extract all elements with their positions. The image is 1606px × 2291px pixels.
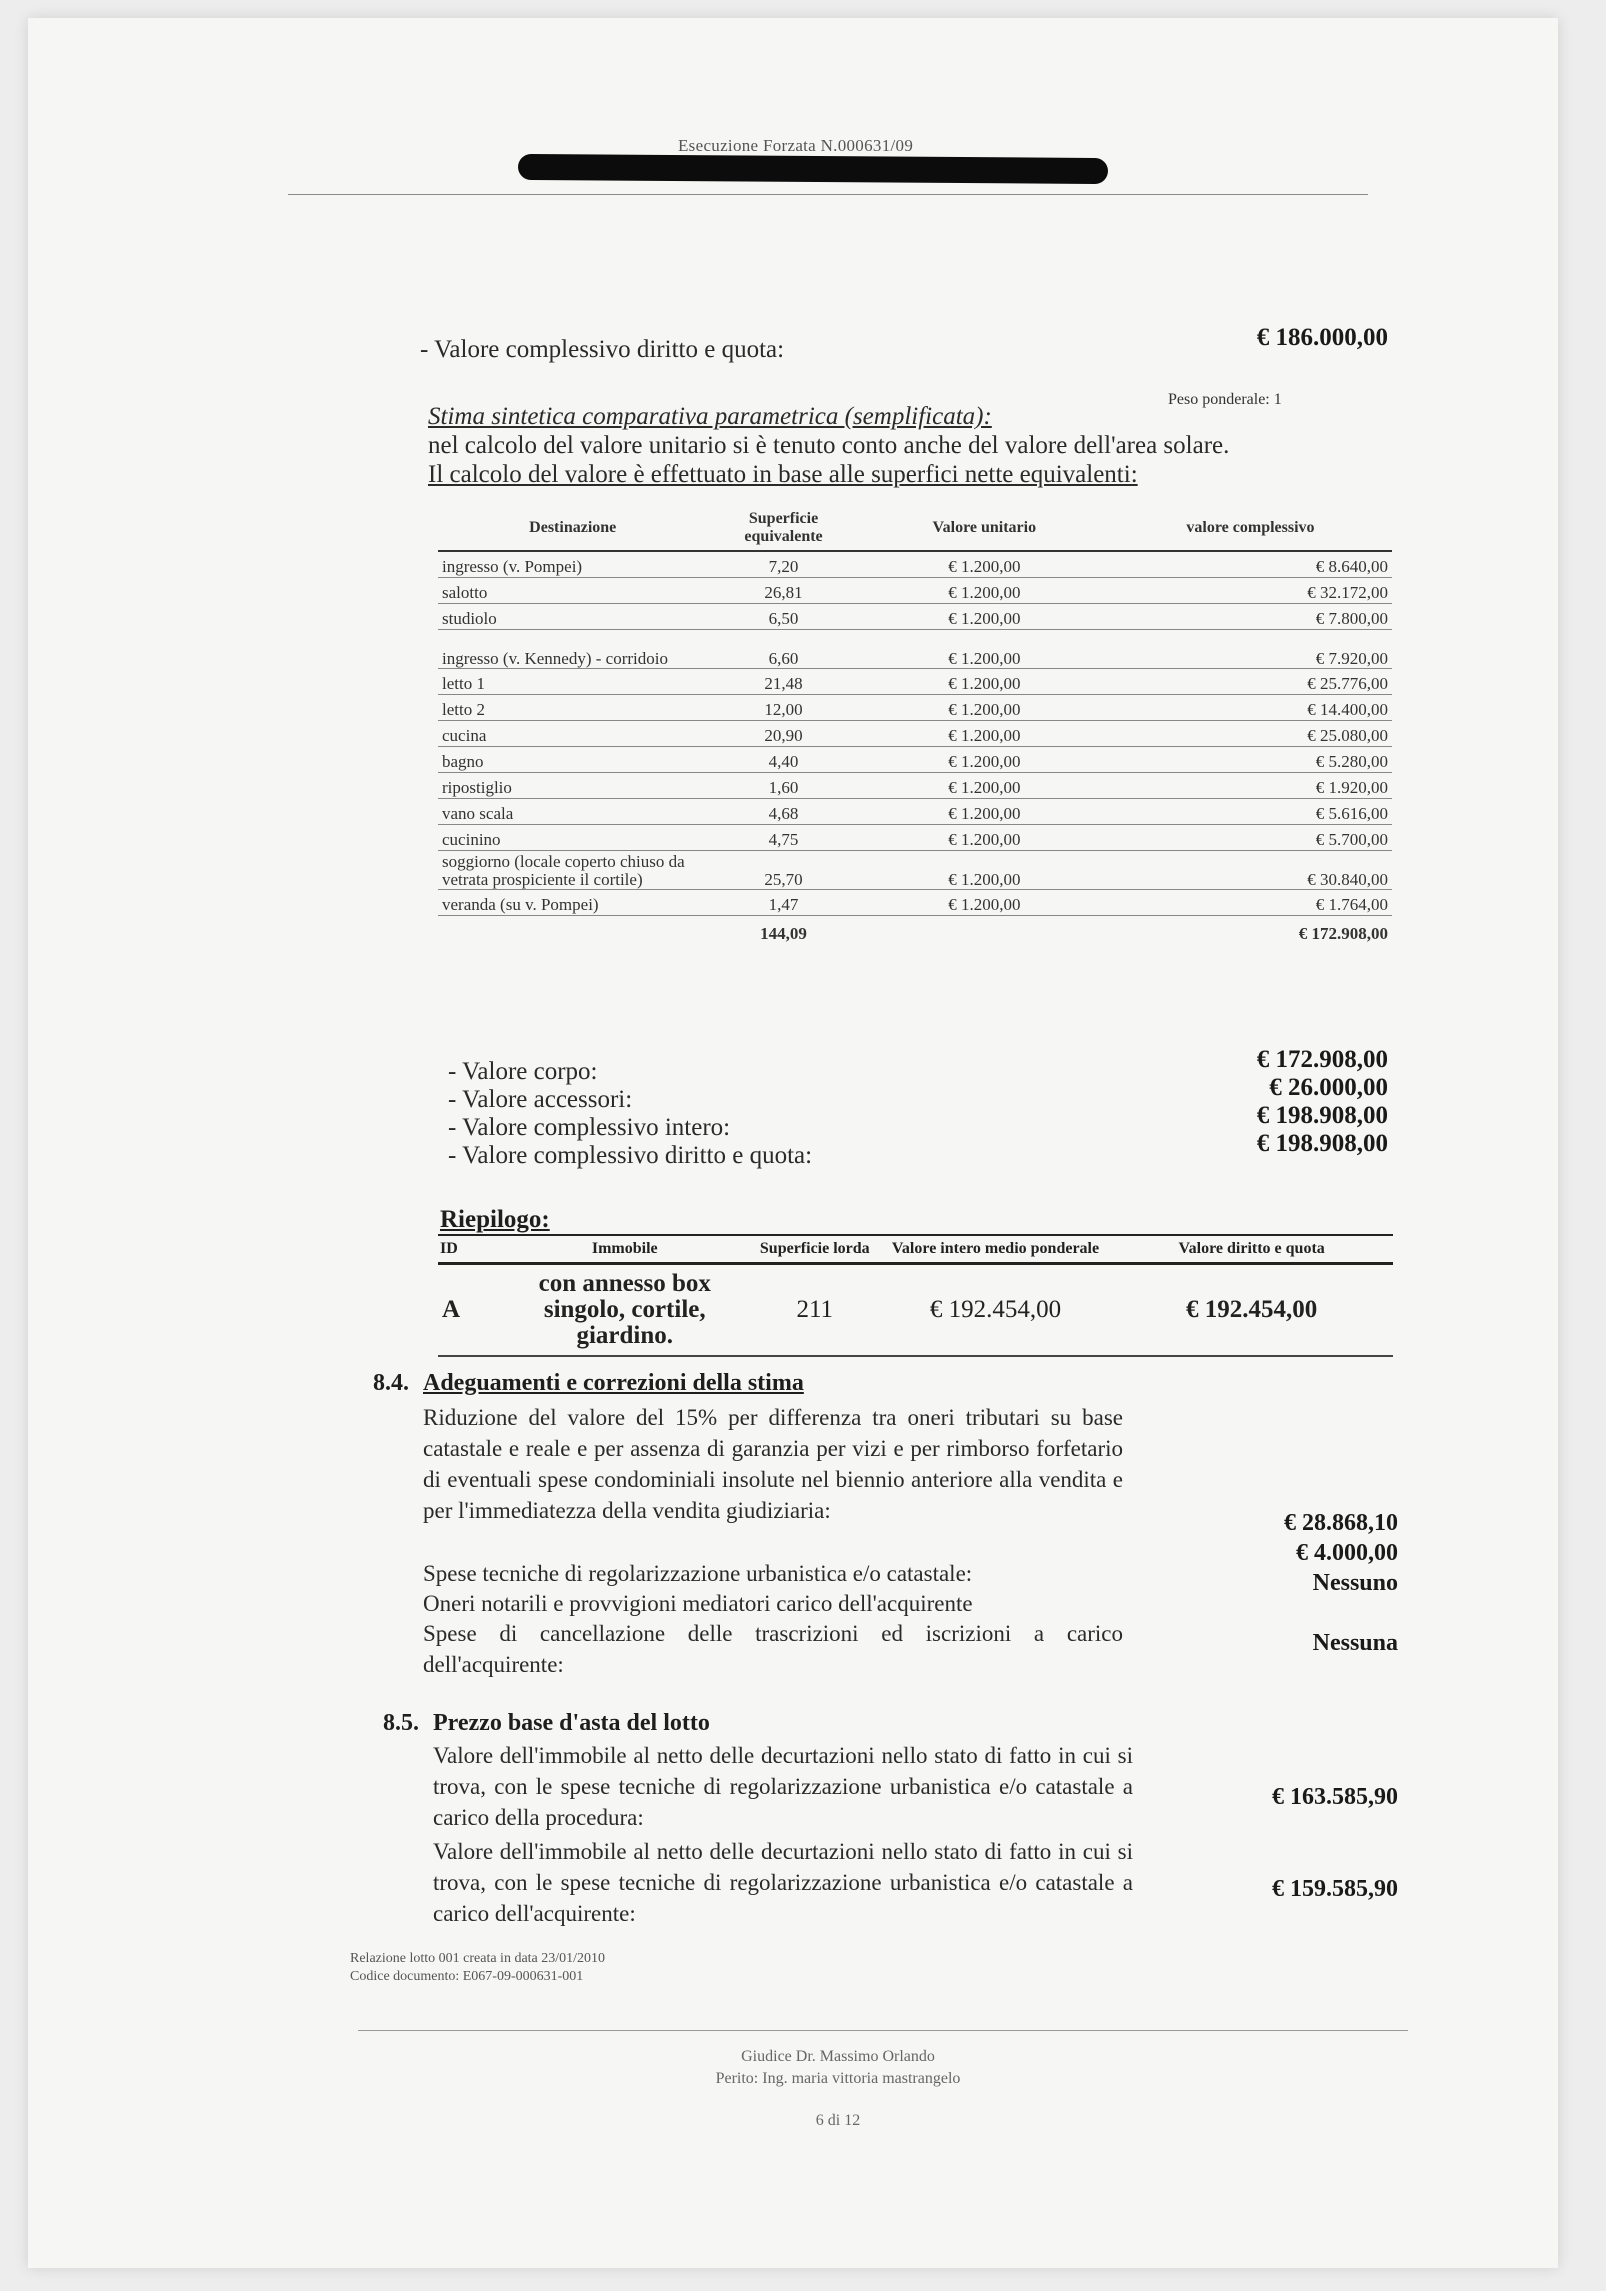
summary-value: € 26.000,00 [1269, 1074, 1388, 1101]
cell-valore-unitario: € 1.200,00 [860, 747, 1109, 773]
cell-valore-unitario: € 1.200,00 [860, 695, 1109, 721]
cell-valore-complessivo: € 1.920,00 [1109, 773, 1392, 799]
cell-empty [438, 916, 707, 945]
cell-valore-complessivo: € 25.776,00 [1109, 669, 1392, 695]
section-8-4-text-3: Oneri notarili e provvigioni mediatori carico dell'acquirente [423, 1591, 973, 1616]
total-value: € 172.908,00 [1298, 924, 1388, 943]
table-row [438, 695, 1392, 721]
table-row [438, 604, 1392, 630]
col-destinazione: Destinazione [438, 506, 707, 551]
cell-destinazione: cucinino [438, 825, 707, 851]
section-8-5-value-2: € 159.585,90 [1272, 1876, 1398, 1902]
cell-superficie: 1,60 [707, 773, 859, 799]
section-8-4-title: Adeguamenti e correzioni della stima [423, 1370, 804, 1396]
section-8-5-value-1: € 163.585,90 [1272, 1784, 1398, 1810]
footer-relazione: Relazione lotto 001 creata in data 23/01/2010 [350, 1951, 606, 1966]
cell-destinazione: salotto [438, 578, 707, 604]
stima-title: Stima sintetica comparativa parametrica (semplificata): [428, 403, 992, 430]
table-row [438, 551, 1392, 578]
footer-perito: Perito: Ing. maria vittoria mastrangelo [715, 2070, 961, 2087]
cell-destinazione: veranda (su v. Pompei) [438, 890, 707, 916]
cell-destinazione: vano scala [438, 799, 707, 825]
cell-valore-complessivo: € 7.800,00 [1109, 604, 1392, 630]
lot-id: A [438, 1264, 501, 1357]
cell-superficie: 4,68 [707, 799, 859, 825]
cell-superficie: 12,00 [707, 695, 859, 721]
cell-destinazione: ingresso (v. Kennedy) - corridoio [438, 630, 707, 669]
table-header-row [438, 506, 1392, 551]
cell-destinazione: bagno [438, 747, 707, 773]
cell-destinazione: soggiorno (locale coperto chiuso da vetrata prospiciente il cortile) [438, 851, 707, 890]
table-row [438, 890, 1392, 916]
cell-valore-unitario: € 1.200,00 [860, 578, 1109, 604]
summary-value: € 198.908,00 [1256, 1130, 1388, 1157]
cell-destinazione: letto 1 [438, 669, 707, 695]
lot-valore-diritto: € 192.454,00 [1110, 1264, 1393, 1357]
cell-valore-unitario: € 1.200,00 [860, 890, 1109, 916]
section-8-4-text-4: Spese di cancellazione delle trascrizioni ed iscrizioni a carico dell'acquirente: [423, 1621, 1123, 1677]
cell-valore-complessivo: € 7.920,00 [1109, 630, 1392, 669]
section-8-5-number: 8.5. [383, 1710, 419, 1736]
cell-valore-complessivo: € 25.080,00 [1109, 721, 1392, 747]
col-valore-diritto: Valore diritto e quota [1110, 1235, 1393, 1264]
section-8-4-text-1: Riduzione del valore del 15% per differenza tra oneri tributari su base catastale e reale e per assenza di garanzia per vizi e per rimborso forfetario di eventuali spese condominiali insolute nel biennio anteriore alla vendita e per l'immediatezza della vendita giudiziaria: [423, 1405, 1123, 1523]
stima-line-2: Il calcolo del valore è effettuato in base alle superfici nette equivalenti: [428, 461, 1138, 488]
riepilogo-title: Riepilogo: [440, 1206, 550, 1233]
cell-valore-unitario: € 1.200,00 [860, 799, 1109, 825]
header-title: Esecuzione Forzata N.000631/09 [678, 136, 914, 155]
footer-giudice: Giudice Dr. Massimo Orlando [741, 2048, 935, 2065]
valore-top-value: € 186.000,00 [1256, 324, 1388, 351]
cell-valore-unitario: € 1.200,00 [860, 825, 1109, 851]
table-row [438, 669, 1392, 695]
summary-label: - Valore complessivo diritto e quota: [448, 1142, 813, 1169]
cell-destinazione: cucina [438, 721, 707, 747]
page-number: 6 di 12 [815, 2112, 861, 2129]
riepilogo-header-row [438, 1235, 1393, 1264]
table-row [438, 747, 1392, 773]
col-valore-unitario: Valore unitario [860, 506, 1109, 551]
table-row [438, 825, 1392, 851]
summary-label: - Valore corpo: [448, 1058, 598, 1085]
section-8-5-text-2: Valore dell'immobile al netto delle decurtazioni nello stato di fatto in cui si trova, con le spese tecniche di regolarizzazione urbanistica e/o catastale a carico dell'acquirente: [433, 1839, 1133, 1926]
section-8-4-value-3: Nessuno [1312, 1570, 1398, 1596]
footer-divider [358, 2030, 1408, 2031]
cell-valore-complessivo: € 5.616,00 [1109, 799, 1392, 825]
lot-valore-intero: € 192.454,00 [881, 1264, 1111, 1357]
stima-line-1: nel calcolo del valore unitario si è tenuto conto anche del valore dell'area solare. [428, 432, 1230, 459]
section-8-4-value-1: € 28.868,10 [1284, 1510, 1398, 1536]
cell-valore-unitario: € 1.200,00 [860, 669, 1109, 695]
section-8-5-title: Prezzo base d'asta del lotto [433, 1710, 710, 1736]
lot-immobile: con annesso box singolo, cortile, giardino. [501, 1264, 749, 1357]
cell-valore-unitario: € 1.200,00 [860, 721, 1109, 747]
col-id: ID [438, 1235, 501, 1264]
riepilogo-row [438, 1264, 1393, 1357]
col-superficie: Superficie equivalente [707, 506, 859, 551]
total-surface: 144,09 [760, 924, 807, 943]
cell-valore-unitario: € 1.200,00 [860, 773, 1109, 799]
cell-superficie: 25,70 [707, 851, 859, 890]
cell-superficie: 26,81 [707, 578, 859, 604]
col-immobile: Immobile [501, 1235, 749, 1264]
summary-label: - Valore accessori: [448, 1086, 633, 1113]
cell-valore-complessivo: € 8.640,00 [1109, 551, 1392, 578]
cell-superficie: 20,90 [707, 721, 859, 747]
cell-superficie: 6,60 [707, 630, 859, 669]
col-valore-intero: Valore intero medio ponderale [881, 1235, 1111, 1264]
cell-superficie: 7,20 [707, 551, 859, 578]
header-divider [288, 194, 1368, 195]
cell-superficie: 4,40 [707, 747, 859, 773]
summary-value: € 172.908,00 [1256, 1046, 1388, 1073]
summary-value: € 198.908,00 [1256, 1102, 1388, 1129]
section-8-4-value-2: € 4.000,00 [1296, 1540, 1398, 1566]
table-row [438, 630, 1392, 669]
cell-valore-complessivo: € 14.400,00 [1109, 695, 1392, 721]
table-total-row [438, 916, 1392, 945]
lot-superficie: 211 [749, 1264, 881, 1357]
document-page [28, 18, 1558, 2268]
table-row [438, 773, 1392, 799]
cell-destinazione: letto 2 [438, 695, 707, 721]
surface-table [438, 506, 1392, 944]
cell-valore-unitario: € 1.200,00 [860, 630, 1109, 669]
section-8-4-value-4: Nessuna [1312, 1630, 1398, 1656]
cell-valore-complessivo: € 5.280,00 [1109, 747, 1392, 773]
cell-superficie: 1,47 [707, 890, 859, 916]
cell-superficie: 21,48 [707, 669, 859, 695]
footer-codice: Codice documento: E067-09-000631-001 [350, 1969, 584, 1984]
section-8-5-text-1: Valore dell'immobile al netto delle decurtazioni nello stato di fatto in cui si trova, con le spese tecniche di regolarizzazione urbanistica e/o catastale a carico della procedura: [433, 1743, 1133, 1830]
col-valore-complessivo: valore complessivo [1109, 506, 1392, 551]
cell-valore-unitario: € 1.200,00 [860, 551, 1109, 578]
peso-ponderale: Peso ponderale: 1 [1168, 391, 1282, 408]
section-8-4-number: 8.4. [373, 1370, 409, 1396]
col-superficie-lorda: Superficie lorda [749, 1235, 881, 1264]
table-row [438, 578, 1392, 604]
cell-destinazione: ripostiglio [438, 773, 707, 799]
summary-label: - Valore complessivo intero: [448, 1114, 731, 1141]
table-row [438, 851, 1392, 890]
cell-destinazione: studiolo [438, 604, 707, 630]
cell-valore-complessivo: € 32.172,00 [1109, 578, 1392, 604]
cell-valore-unitario: € 1.200,00 [860, 851, 1109, 890]
valore-top-label: - Valore complessivo diritto e quota: [420, 336, 785, 363]
cell-empty [860, 916, 1109, 945]
redaction-mark [518, 154, 1108, 184]
cell-valore-complessivo: € 1.764,00 [1109, 890, 1392, 916]
cell-superficie: 4,75 [707, 825, 859, 851]
cell-valore-unitario: € 1.200,00 [860, 604, 1109, 630]
cell-valore-complessivo: € 30.840,00 [1109, 851, 1392, 890]
table-row [438, 799, 1392, 825]
riepilogo-table [438, 1234, 1393, 1357]
table-row [438, 721, 1392, 747]
cell-superficie: 6,50 [707, 604, 859, 630]
section-8-4-text-2: Spese tecniche di regolarizzazione urbanistica e/o catastale: [423, 1561, 973, 1586]
cell-valore-complessivo: € 5.700,00 [1109, 825, 1392, 851]
cell-destinazione: ingresso (v. Pompei) [438, 551, 707, 578]
